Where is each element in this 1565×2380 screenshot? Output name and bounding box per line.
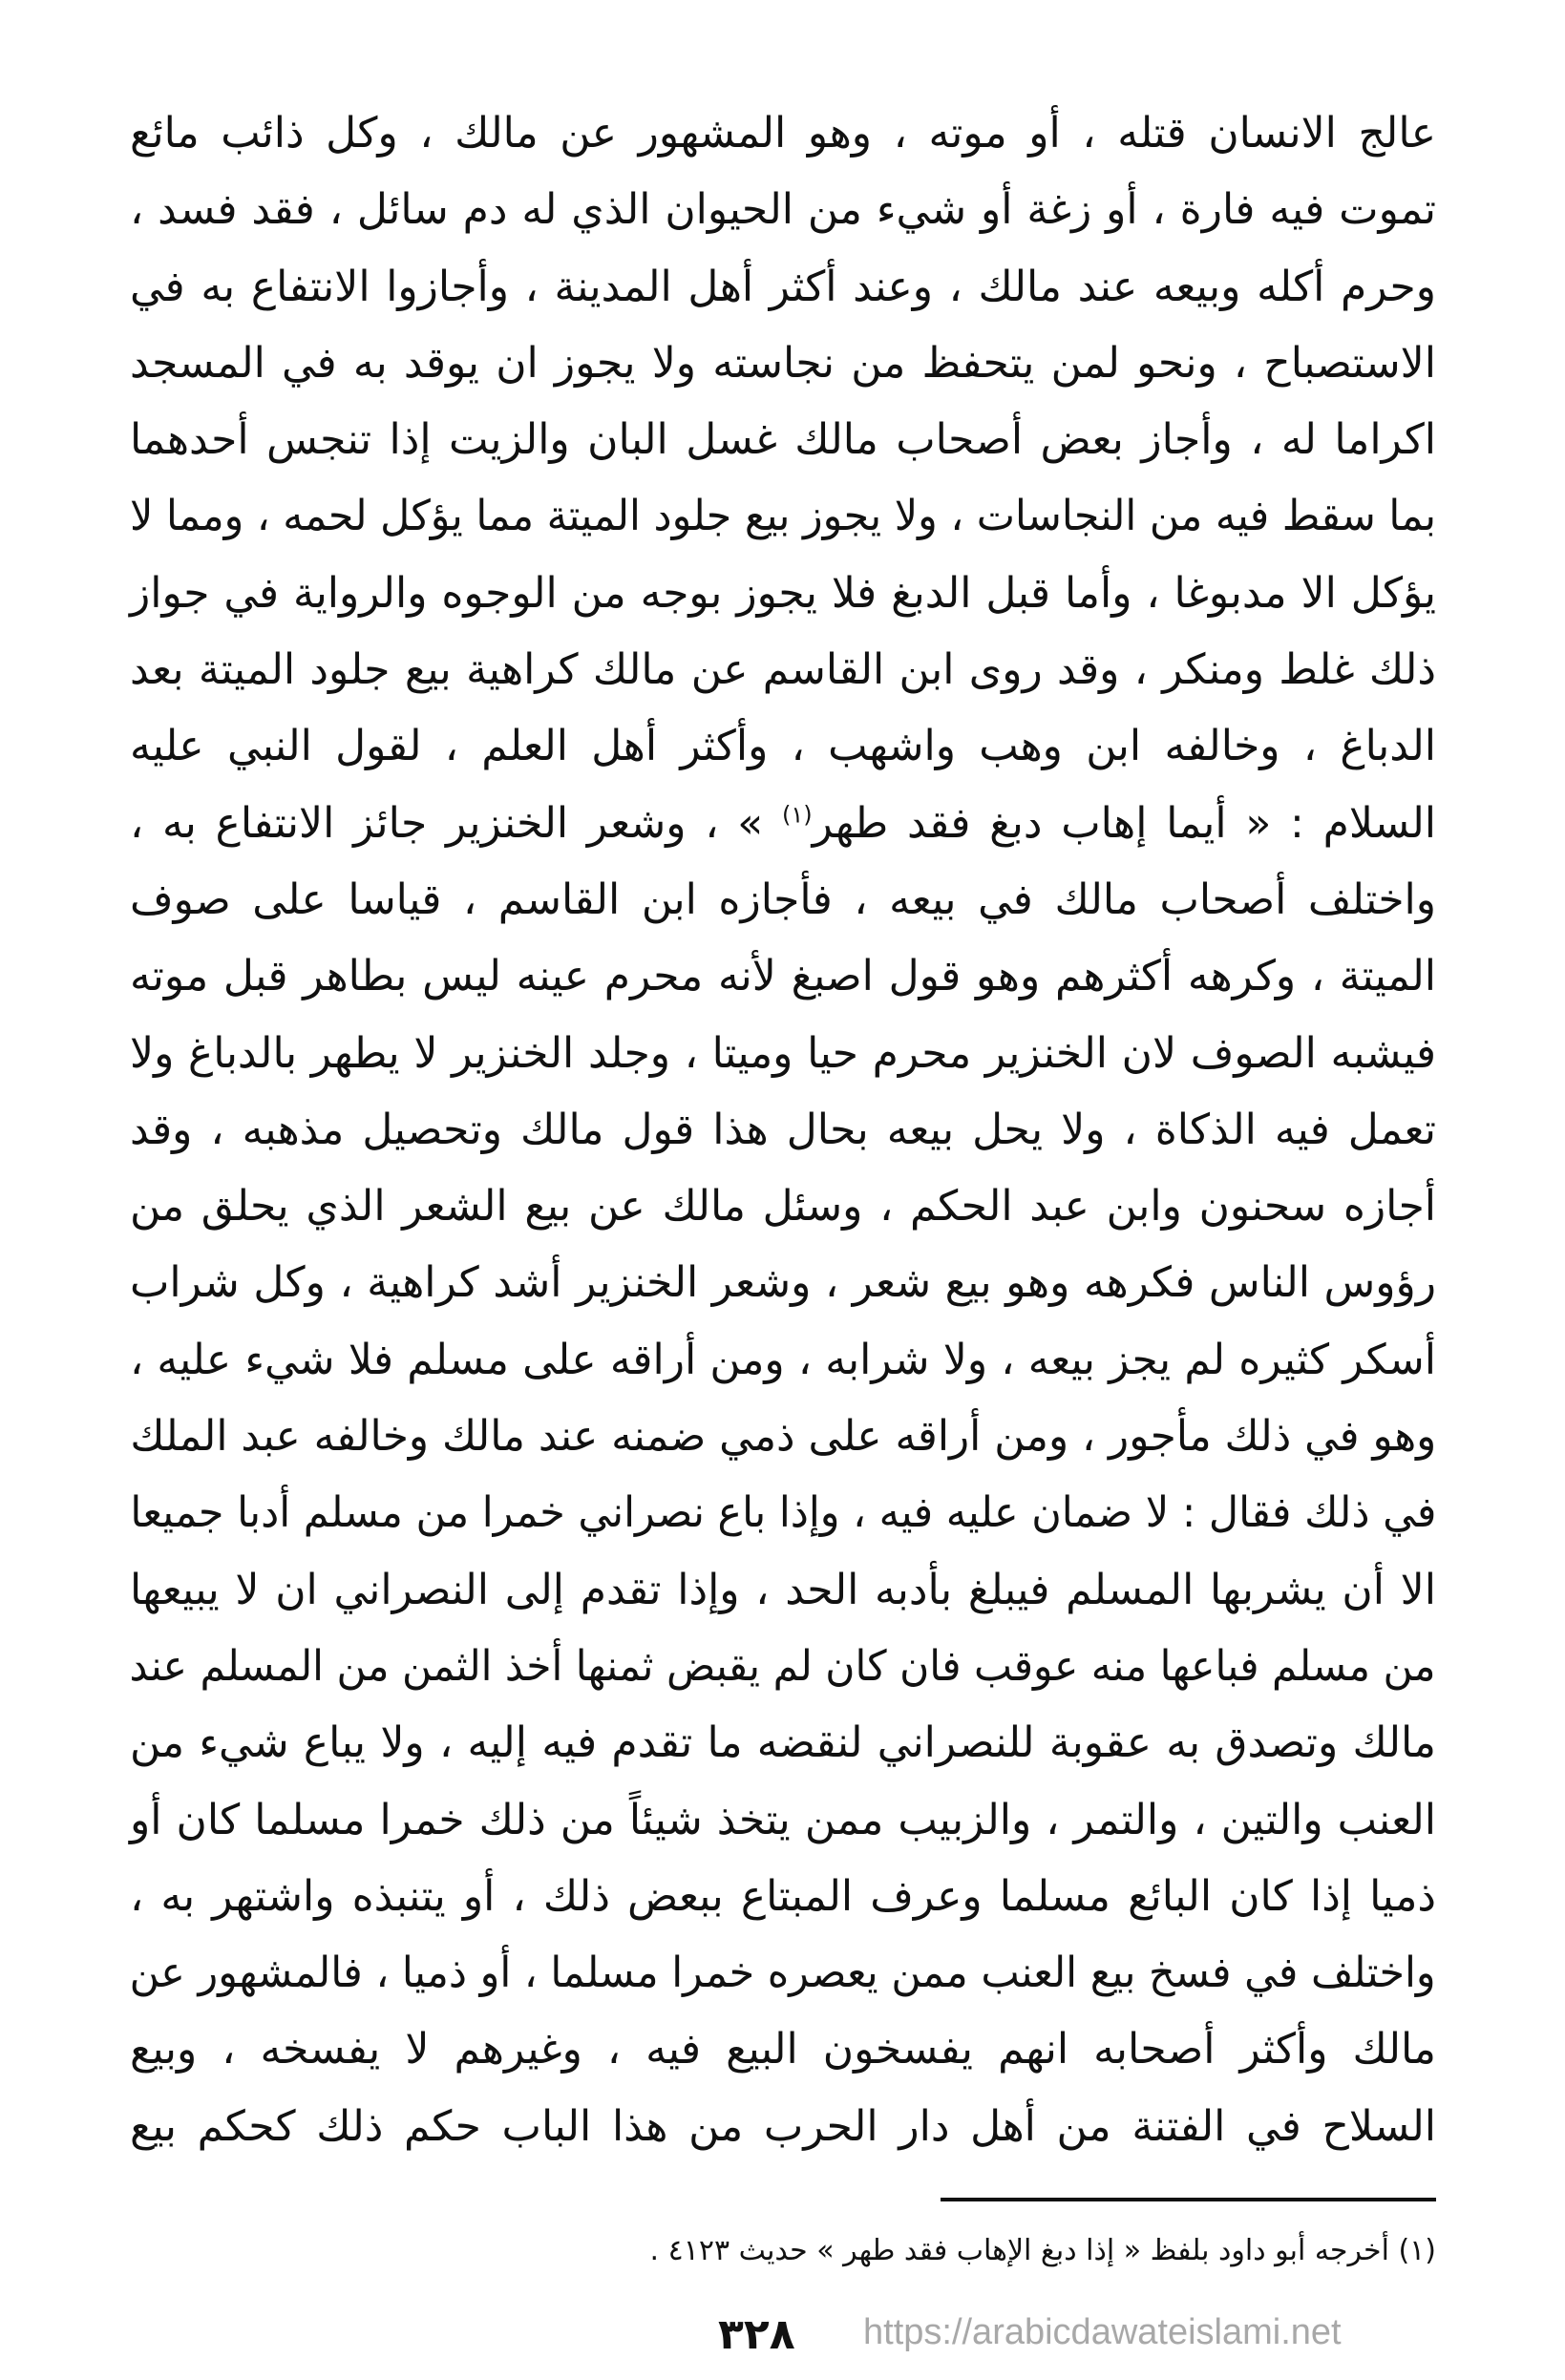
text-line-content: الميتة ، وكرهه أكثرهم وهو قول اصبغ لأنه محرم عينه ليس بطاهر قبل موته: [130, 952, 1436, 1001]
text-line-content: عالج الانسان قتله ، أو موته ، وهو المشهور عن مالك ، وكل ذائب مائع: [130, 109, 1436, 158]
text-line-content: ذميا إذا كان البائع مسلما وعرف المبتاع ببعض ذلك ، أو يتنبذه واشتهر به ،: [130, 1871, 1436, 1921]
page-number: ٣٢٨: [718, 2310, 795, 2359]
main-text: [130, 95, 1436, 2165]
text-line-content: الدباغ ، وخالفه ابن وهب واشهب ، وأكثر أهل العلم ، لقول النبي عليه: [130, 722, 1436, 771]
text-line: [130, 95, 1436, 172]
text-line: [130, 1552, 1436, 1629]
text-line-content: [130, 786, 1436, 862]
watermark-url: https://arabicdawateislami.net: [863, 2312, 1342, 2352]
text-line: [130, 1399, 1436, 1475]
text-line: [130, 1016, 1436, 1092]
text-line: [130, 1475, 1436, 1551]
text-line: [130, 1859, 1436, 1935]
text-line-content: تموت فيه فارة ، أو زغة أو شيء من الحيوان الذي له دم سائل ، فقد فسد ،: [130, 185, 1436, 235]
text-line: [130, 172, 1436, 248]
text-line-content: بما سقط فيه من النجاسات ، ولا يجوز بيع جلود الميتة مما يؤكل لحمه ، ومما لا: [130, 492, 1436, 541]
text-line: [130, 1935, 1436, 2011]
text-line-content: تعمل فيه الذكاة ، ولا يحل بيعه بحال هذا قول مالك وتحصيل مذهبه ، وقد: [130, 1105, 1436, 1154]
text-line: [130, 1782, 1436, 1859]
text-line-content: الاستصباح ، ونحو لمن يتحفظ من نجاسته ولا يجوز ان يوقد به في المسجد: [130, 338, 1436, 388]
text-line: [130, 556, 1436, 632]
text-line: [130, 1092, 1436, 1169]
text-line: [130, 1629, 1436, 1705]
text-line-content: في ذلك فقال : لا ضمان عليه فيه ، وإذا باع نصراني خمرا من مسلم أدبا جميعا: [130, 1488, 1436, 1538]
text-line: [130, 402, 1436, 478]
text-line: [130, 1705, 1436, 1781]
text-line-content: أجازه سحنون وابن عبد الحكم ، وسئل مالك عن بيع الشعر الذي يحلق من: [130, 1182, 1436, 1232]
text-line-content: واختلف أصحاب مالك في بيعه ، فأجازه ابن القاسم ، قياسا على صوف: [130, 874, 1436, 924]
text-line: [130, 326, 1436, 402]
hadith-quote: السلام : « أيما إهاب دبغ فقد طهر: [812, 798, 1436, 848]
text-line-content: مالك وأكثر أصحابه انهم يفسخون البيع فيه ، وغيرهم لا يفسخه ، وبيع: [130, 2025, 1436, 2075]
text-line: [130, 2089, 1436, 2165]
text-line-content: وحرم أكله وبيعه عند مالك ، وعند أكثر أهل المدينة ، وأجازوا الانتفاع به في: [130, 262, 1436, 311]
text-line: [130, 1245, 1436, 1321]
text-line-content: مالك وتصدق به عقوبة للنصراني لنقضه ما تقدم فيه إليه ، ولا يباع شيء من: [130, 1718, 1436, 1768]
footnote-divider: [941, 2198, 1436, 2201]
text-line-content: فيشبه الصوف لان الخنزير محرم حيا وميتا ، وجلد الخنزير لا يطهر بالدباغ ولا: [130, 1028, 1436, 1078]
text-line: [130, 1322, 1436, 1399]
text-line-content: من مسلم فباعها منه عوقب فان كان لم يقبض ثمنها أخذ الثمن من المسلم عند: [130, 1641, 1436, 1691]
text-line: [130, 249, 1436, 326]
text-line: [130, 2011, 1436, 2088]
footnote: (١) أخرجه أبو داود بلفظ « إذا دبغ الإهاب فقد طهر » حديث ٤١٢٣ .: [649, 2234, 1436, 2267]
text-line-content: يؤكل الا مدبوغا ، وأما قبل الدبغ فلا يجوز بوجه من الوجوه والرواية في جواز: [130, 568, 1436, 618]
footnote-reference[interactable]: (١): [782, 801, 813, 829]
text-line: [130, 938, 1436, 1015]
text-line: [130, 478, 1436, 555]
text-line-content: ذلك غلط ومنكر ، وقد روى ابن القاسم عن مالك كراهية بيع جلود الميتة بعد: [130, 645, 1436, 695]
text-line-content: واختلف في فسخ بيع العنب ممن يعصره خمرا مسلما ، أو ذميا ، فالمشهور عن: [130, 1948, 1436, 1998]
text-line-content: أسكر كثيره لم يجز بيعه ، ولا شرابه ، ومن أراقه على مسلم فلا شيء عليه ،: [130, 1335, 1436, 1384]
text-line: [130, 708, 1436, 785]
text-line: [130, 862, 1436, 938]
text-line-content: السلاح في الفتنة من أهل دار الحرب من هذا الباب حكم ذلك كحكم بيع: [130, 2101, 1436, 2151]
text-line: [130, 786, 1436, 862]
text-line: [130, 1169, 1436, 1245]
text-line: [130, 632, 1436, 708]
text-segment: » ، وشعر الخنزير جائز الانتفاع به ،: [130, 798, 782, 848]
text-line-content: رؤوس الناس فكرهه وهو بيع شعر ، وشعر الخنزير أشد كراهية ، وكل شراب: [130, 1258, 1436, 1308]
text-line-content: وهو في ذلك مأجور ، ومن أراقه على ذمي ضمنه عند مالك وخالفه عبد الملك: [130, 1412, 1436, 1462]
text-line-content: العنب والتين ، والتمر ، والزبيب ممن يتخذ شيئاً من ذلك خمرا مسلما كان أو: [130, 1795, 1436, 1844]
text-line-content: اكراما له ، وأجاز بعض أصحاب مالك غسل البان والزيت إذا تنجس أحدهما: [130, 415, 1436, 465]
text-line-content: الا أن يشربها المسلم فيبلغ بأدبه الحد ، وإذا تقدم إلى النصراني ان لا يبيعها: [130, 1565, 1436, 1614]
